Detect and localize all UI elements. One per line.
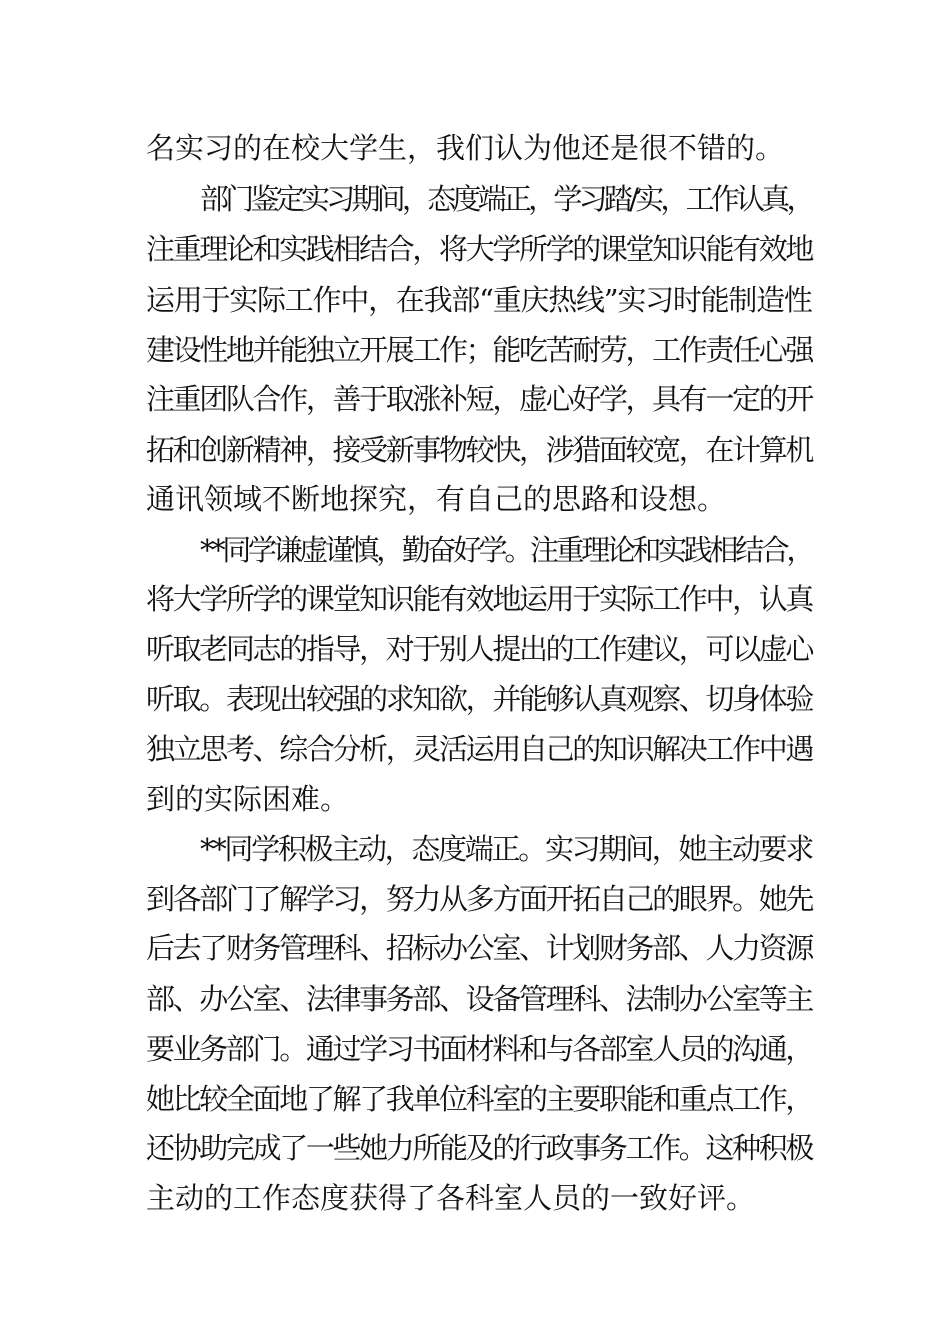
text-line: 部、办公室、法律事务部、设备管理科、法制办公室等主 <box>146 982 813 1016</box>
paragraph-start-line: **同学积极主动，态度端正。实习期间，她主动要求 <box>200 832 813 866</box>
text-line: 到各部门了解学习，努力从多方面开拓自己的眼界。她先 <box>146 882 813 916</box>
paragraph-start-line: **同学谦虚谨慎，勤奋好学。注重理论和实践相结合， <box>200 533 813 567</box>
text-line: 将大学所学的课堂知识能有效地运用于实际工作中，认真 <box>146 582 813 616</box>
text-line: 听取。表现出较强的求知欲，并能够认真观察、切身体验 <box>146 682 813 716</box>
text-line: 她比较全面地了解了我单位科室的主要职能和重点工作， <box>146 1082 813 1116</box>
text-line: 要业务部门。通过学习书面材料和与各部室人员的沟通， <box>146 1032 813 1066</box>
text-line: 通讯领域不断地探究，有自己的思路和设想。 <box>146 482 727 516</box>
text-line: 后去了财务管理科、招标办公室、计划财务部、人力资源 <box>146 931 813 965</box>
text-line: 还协助完成了一些她力所能及的行政事务工作。这种积极 <box>146 1131 813 1165</box>
paragraph-start-line: 部门鉴定实习期间，态度端正，学习踏/实，工作认真， <box>200 182 812 216</box>
text-line: 名实习的在校大学生，我们认为他还是很不错的。 <box>146 131 785 165</box>
text-line: 到的实际困难。 <box>146 782 350 816</box>
text-line: 拓和创新精神，接受新事物较快，涉猎面较宽，在计算机 <box>146 433 813 467</box>
text-line: 独立思考、综合分析，灵活运用自己的知识解决工作中遇 <box>146 732 813 766</box>
text-line: 听取老同志的指导，对于别人提出的工作建议，可以虚心 <box>146 632 813 666</box>
text-line: 建设性地并能独立开展工作；能吃苦耐劳，工作责任心强 <box>146 333 813 367</box>
text-line: 主动的工作态度获得了各科室人员的一致好评。 <box>146 1181 756 1215</box>
text-line: 注重团队合作，善于取涨补短，虚心好学，具有一定的开 <box>146 382 813 416</box>
text-line: 运用于实际工作中，在我部“重庆热线”实习时能制造性 <box>146 283 812 317</box>
text-line: 注重理论和实践相结合，将大学所学的课堂知识能有效地 <box>146 232 813 266</box>
